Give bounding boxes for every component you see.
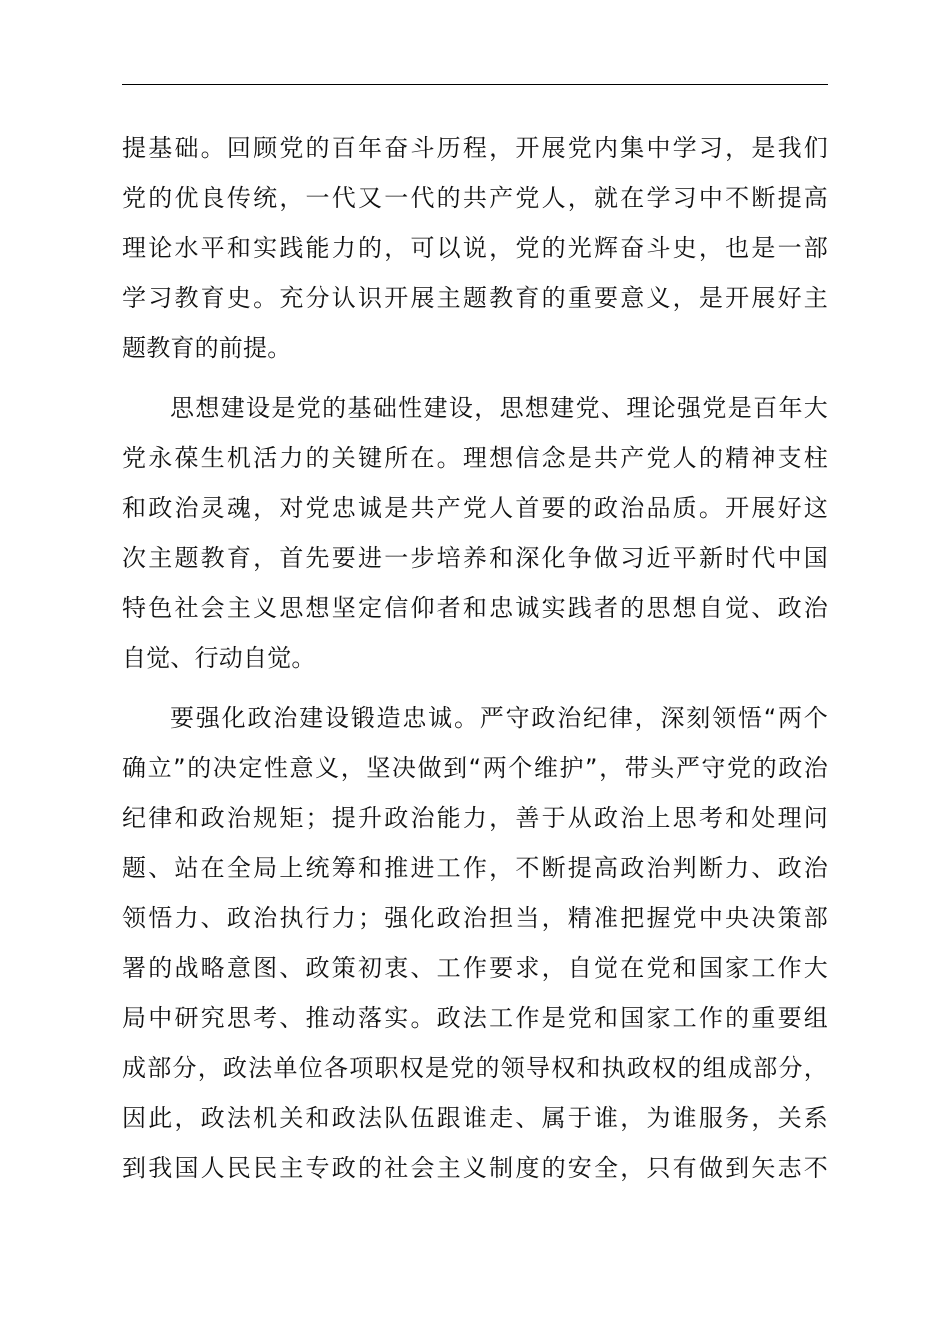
text-line: 因此，政法机关和政法队伍跟谁走、属于谁，为谁服务，关系 (122, 1104, 828, 1132)
text-line: 署的战略意图、政策初衷、工作要求，自觉在党和国家工作大 (122, 954, 828, 982)
text-line: 党的优良传统，一代又一代的共产党人，就在学习中不断提高 (122, 184, 828, 212)
text-line: 次主题教育，首先要进一步培养和深化争做习近平新时代中国 (122, 544, 828, 572)
text-line: 和政治灵魂，对党忠诚是共产党人首要的政治品质。开展好这 (122, 494, 828, 522)
text-line: 提基础。回顾党的百年奋斗历程，开展党内集中学习，是我们 (122, 134, 828, 162)
text-line: 学习教育史。充分认识开展主题教育的重要意义，是开展好主 (122, 284, 828, 312)
header-rule (122, 84, 828, 85)
text-line: 特色社会主义思想坚定信仰者和忠诚实践者的思想自觉、政治 (122, 594, 828, 622)
document-body (122, 123, 828, 1203)
text-line: 成部分，政法单位各项职权是党的领导权和执政权的组成部分， (122, 1054, 828, 1082)
paragraph-1 (122, 123, 828, 373)
text-line: 题、站在全局上统筹和推进工作，不断提高政治判断力、政治 (122, 854, 828, 882)
paragraph-2 (122, 383, 828, 683)
text-line: 党永葆生机活力的关键所在。理想信念是共产党人的精神支柱 (122, 444, 828, 472)
text-line: 思想建设是党的基础性建设，思想建党、理论强党是百年大 (170, 394, 828, 422)
text-line: 理论水平和实践能力的，可以说，党的光辉奋斗史，也是一部 (122, 234, 828, 262)
text-line: 领悟力、政治执行力；强化政治担当，精准把握党中央决策部 (122, 904, 828, 932)
text-line: 到我国人民民主专政的社会主义制度的安全，只有做到矢志不 (122, 1154, 828, 1182)
text-line: 纪律和政治规矩；提升政治能力，善于从政治上思考和处理问 (122, 804, 828, 832)
text-line: 题教育的前提。 (122, 334, 292, 362)
text-line: 自觉、行动自觉。 (122, 644, 316, 672)
text-line: 局中研究思考、推动落实。政法工作是党和国家工作的重要组 (122, 1004, 828, 1032)
text-line: 确立”的决定性意义，坚决做到“两个维护”，带头严守党的政治 (122, 754, 828, 782)
text-line: 要强化政治建设锻造忠诚。严守政治纪律，深刻领悟“两个 (170, 704, 828, 732)
paragraph-3 (122, 693, 828, 1193)
